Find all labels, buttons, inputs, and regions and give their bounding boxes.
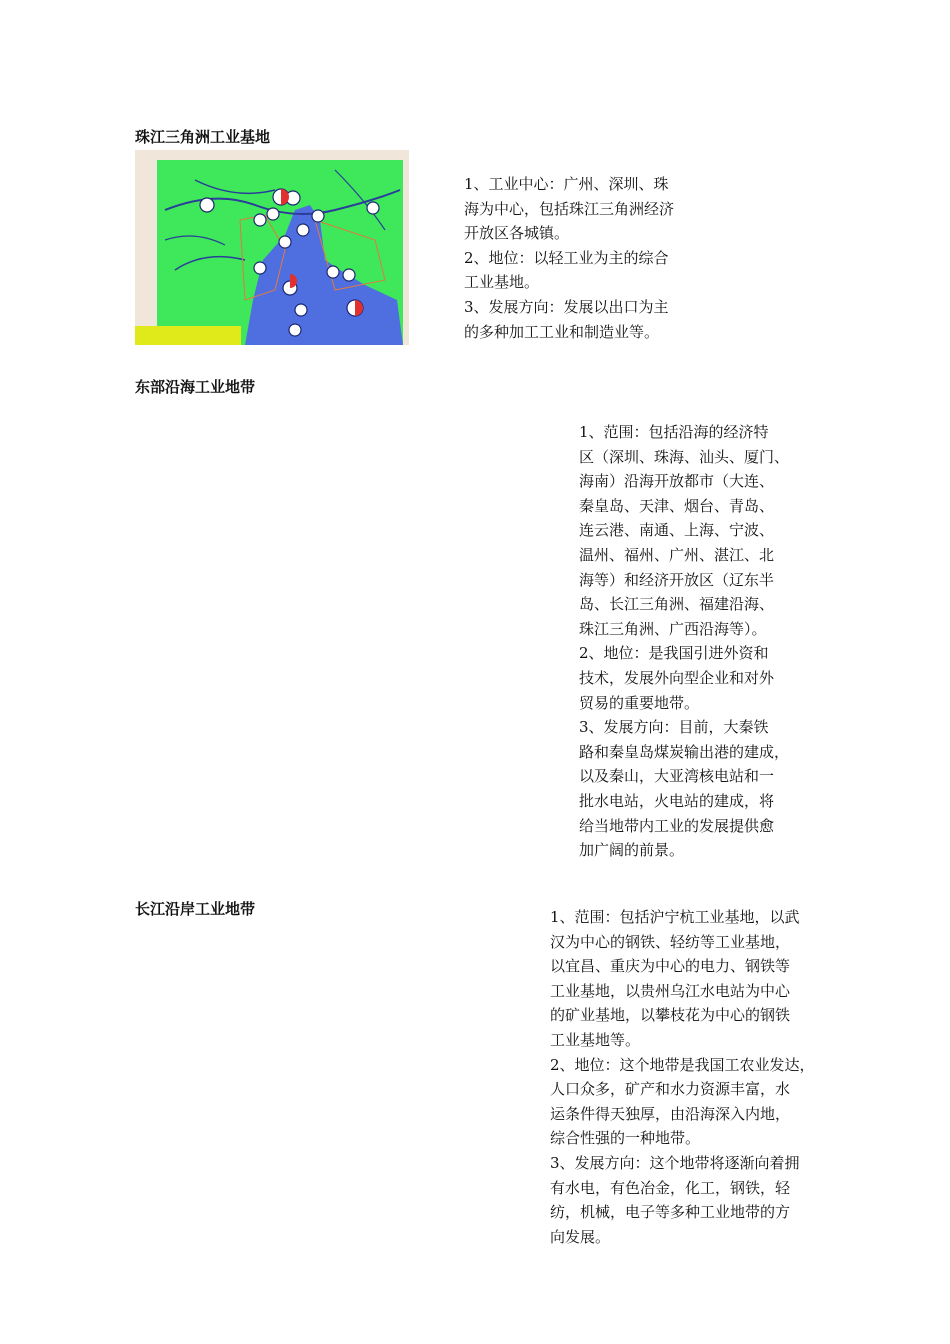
text-line: 运条件得天独厚，由沿海深入内地，	[550, 1104, 791, 1123]
text-line: 3、发展方向：目前，大秦铁	[579, 718, 769, 737]
text-line: 的矿业基地，以攀枝花为中心的钢铁	[550, 1006, 791, 1025]
text-line: 技术，发展外向型企业和对外	[579, 668, 775, 687]
text-line: 工业基地。	[464, 273, 540, 292]
text-line: 以及秦山，大亚湾核电站和一	[579, 767, 775, 786]
text-line: 1、范围：包括沪宁杭工业基地，以武	[550, 908, 800, 926]
text-line: 路和秦皇岛煤炭输出港的建成，	[579, 742, 790, 761]
eastern-coastal-belt-description	[579, 420, 789, 863]
text-line: 以宜昌、重庆为中心的电力、钢铁等	[550, 957, 791, 976]
text-line: 加广阔的前景。	[579, 841, 685, 860]
text-line: 2、地位：这个地带是我国工农业发达，	[550, 1055, 815, 1074]
section-title-pearl-river-delta: 珠江三角洲工业基地	[135, 128, 271, 146]
text-line: 汉为中心的钢铁、轻纺等工业基地，	[550, 932, 791, 951]
text-line: 2、地位：以轻工业为主的综合	[464, 248, 669, 267]
text-line: 温州、福州、广州、湛江、北	[579, 545, 775, 564]
section-title-eastern-coastal-belt: 东部沿海工业地带	[135, 378, 256, 396]
text-line: 工业基地等。	[550, 1030, 641, 1049]
text-line: 给当地带内工业的发展提供愈	[579, 816, 775, 835]
text-line: 3、发展方向：发展以出口为主	[464, 297, 669, 316]
section-title-yangtze-riverside-belt: 长江沿岸工业地带	[135, 900, 256, 918]
text-line: 的多种加工工业和制造业等。	[464, 322, 660, 341]
text-line: 秦皇岛、天津、烟台、青岛、	[579, 496, 775, 515]
text-line: 贸易的重要地带。	[579, 693, 700, 712]
text-line: 综合性强的一种地带。	[550, 1129, 701, 1148]
text-line: 3、发展方向：这个地带将逐渐向着拥	[550, 1153, 800, 1172]
text-line: 海等）和经济开放区（辽东半	[579, 570, 775, 589]
text-line: 2、地位：是我国引进外资和	[579, 644, 769, 663]
yangtze-riverside-belt-description	[550, 905, 815, 1249]
text-line: 1、工业中心：广州、深圳、珠	[464, 175, 669, 193]
pearl-river-delta-description	[464, 172, 674, 344]
text-line: 1、范围：包括沿海的经济特	[579, 423, 769, 441]
text-line: 向发展。	[550, 1227, 611, 1246]
text-line: 区（深圳、珠海、汕头、厦门、	[579, 447, 790, 466]
text-line: 海为中心，包括珠江三角洲经济	[464, 199, 675, 218]
text-line: 纺，机械，电子等多种工业地带的方	[550, 1203, 791, 1222]
text-line: 岛、长江三角洲、福建沿海、	[579, 595, 775, 614]
text-line: 批水电站，火电站的建成，将	[579, 791, 775, 810]
text-line: 有水电，有色冶金，化工，钢铁，轻	[550, 1178, 791, 1197]
text-line: 工业基地，以贵州乌江水电站为中心	[550, 981, 791, 1000]
text-line: 海南）沿海开放都市（大连、	[579, 472, 775, 491]
text-line: 人口众多，矿产和水力资源丰富，水	[550, 1080, 791, 1099]
map-highlight-box	[135, 326, 241, 345]
text-line: 连云港、南通、上海、宁波、	[579, 521, 775, 540]
text-line: 开放区各城镇。	[464, 224, 570, 243]
pearl-river-delta-map	[135, 150, 409, 345]
text-line: 珠江三角洲、广西沿海等）。	[579, 619, 767, 638]
